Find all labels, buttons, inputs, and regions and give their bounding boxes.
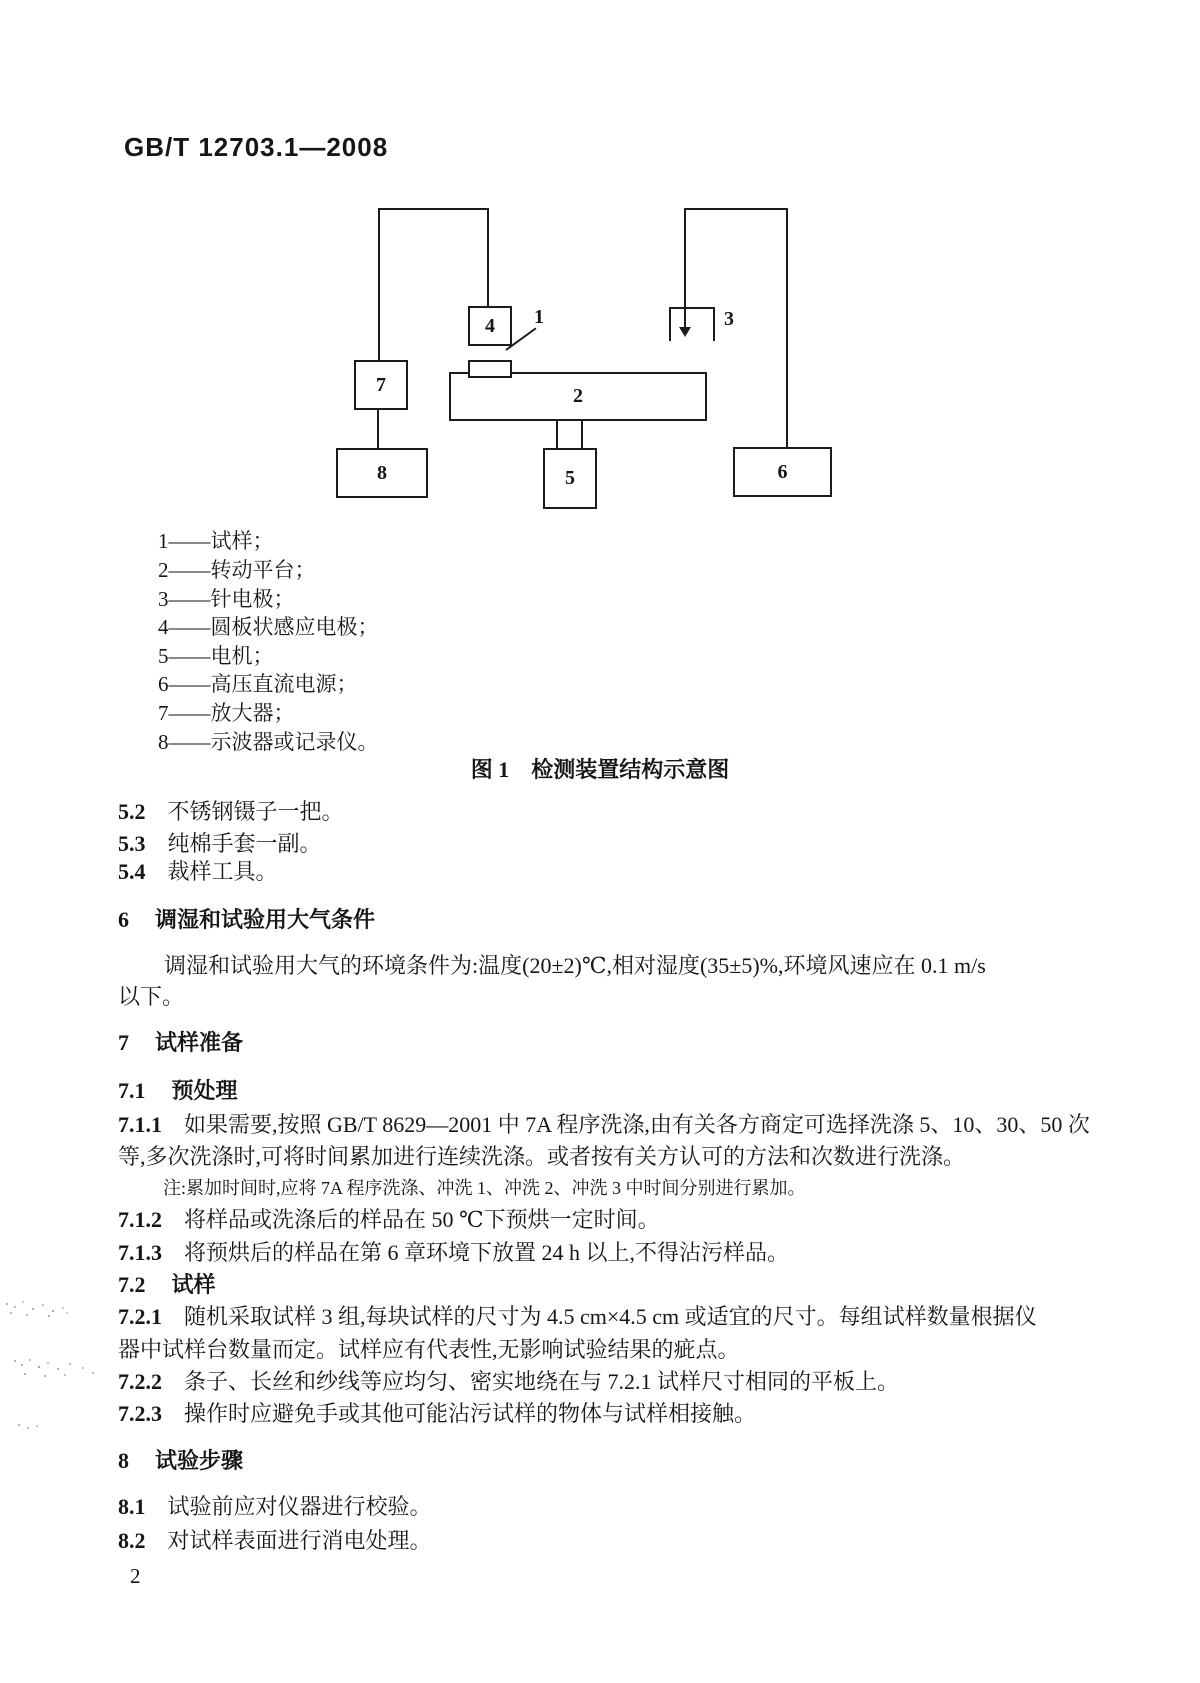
clause-7-2-2: [118, 1365, 899, 1396]
heading-8: [118, 1444, 243, 1475]
box-hv-dc-power-supply: [733, 447, 832, 497]
clause-text: 如果需要,按照 GB/T 8629—2001 中 7A 程序洗涤,由有关各方商定可选择洗涤 5、10、30、50 次: [184, 1112, 1090, 1137]
sample-rect: [468, 360, 512, 378]
para-6-line1: 调湿和试验用大气的环境条件为:温度(20±2)℃,相对湿度(35±5)%,环境风速应在 0.1 m/s: [164, 953, 986, 978]
box-plate-induction-electrode: [468, 306, 512, 346]
box-motor: [543, 448, 597, 509]
clause-number: 7.1.1: [118, 1112, 162, 1137]
clause-number: 7.1.2: [118, 1207, 162, 1232]
box-label: 8: [377, 461, 387, 484]
heading-number: 8: [118, 1448, 129, 1473]
clause-text: 不锈钢镊子一把。: [167, 799, 344, 824]
heading-text: 试样准备: [155, 1030, 244, 1055]
clause-number: 7.2.1: [118, 1304, 162, 1329]
standard-number: GB/T 12703.1—2008: [124, 132, 389, 162]
wire-amplifier-oscilloscope: [377, 404, 379, 450]
clause-number: 7.1.3: [118, 1240, 162, 1265]
needle-electrode-label: 3: [724, 308, 734, 330]
legend-item: 3——针电极；: [158, 587, 295, 611]
scan-artifact: [14, 1360, 16, 1362]
wire-top-left: [378, 208, 489, 210]
legend-item: 6——高压直流电源；: [158, 672, 358, 696]
heading-7-2: [118, 1268, 216, 1299]
box-label: 5: [565, 467, 575, 489]
clause-text: 纯棉手套一副。: [167, 831, 322, 856]
clause-text: 随机采取试样 3 组,每块试样的尺寸为 4.5 cm×4.5 cm 或适宜的尺寸。每组试样数量根据仪: [184, 1304, 1037, 1329]
legend-item: 7——放大器；: [158, 701, 295, 725]
clause-number: 8.1: [118, 1494, 146, 1519]
clause-7-1-3: [118, 1236, 789, 1267]
clause-number: 7.2.2: [118, 1369, 162, 1394]
needle-electrode-bracket: [669, 307, 715, 341]
clause-text: 条子、长丝和纱线等应均匀、密实地绕在与 7.2.1 试样尺寸相同的平板上。: [184, 1369, 900, 1394]
clause-number: 7.2.3: [118, 1401, 162, 1426]
wire-plate-drop: [487, 208, 489, 308]
clause-7-1-1-line2: 等,多次洗涤时,可将时间累加进行连续洗涤。或者按有关方认可的方法和次数进行洗涤。: [118, 1144, 966, 1169]
box-amplifier: [354, 360, 408, 410]
clause-text: 对试样表面进行消电处理。: [167, 1528, 432, 1553]
clause-7-2-1: [118, 1300, 1037, 1331]
box-label: 2: [573, 385, 583, 407]
scan-artifact: [18, 1424, 20, 1426]
clause-8-2: [118, 1524, 432, 1555]
sample-callout-label: 1: [534, 306, 544, 328]
clause-5-2: [118, 795, 344, 826]
heading-text: 调湿和试验用大气条件: [155, 907, 376, 932]
clause-5-4: [118, 855, 278, 886]
clause-number: 5.3: [118, 831, 146, 856]
wire-amplifier-up: [378, 208, 380, 362]
legend-item: 8——示波器或记录仪。: [158, 730, 379, 754]
clause-text: 将样品或洗涤后的样品在 50 ℃下预烘一定时间。: [184, 1207, 660, 1232]
wire-top-right: [684, 208, 788, 210]
clause-number: 8.2: [118, 1528, 146, 1553]
legend-item: 1——试样；: [158, 529, 274, 553]
clause-text: 裁样工具。: [167, 859, 278, 884]
clause-7-2-3: [118, 1397, 756, 1428]
heading-number: 6: [118, 907, 129, 932]
heading-text: 预处理: [171, 1078, 238, 1103]
clause-5-3: [118, 827, 322, 858]
legend-item: 5——电机；: [158, 644, 274, 668]
note-7-1-1: 注:累加时间时,应将 7A 程序洗涤、冲洗 1、冲洗 2、冲洗 3 中时间分别进行累加。: [163, 1178, 806, 1198]
heading-6: [118, 903, 375, 934]
clause-7-1-1: [118, 1108, 1090, 1139]
page-number: 2: [130, 1564, 141, 1588]
heading-7: [118, 1026, 243, 1057]
box-rotating-platform: [449, 372, 707, 421]
heading-7-1: [118, 1074, 238, 1105]
box-label: 4: [485, 314, 495, 337]
legend-item: 4——圆板状感应电极；: [158, 615, 379, 639]
heading-number: 7.2: [118, 1272, 146, 1297]
wire-power-drop: [786, 208, 788, 447]
clause-number: 5.2: [118, 799, 146, 824]
clause-text: 试验前应对仪器进行校验。: [167, 1494, 432, 1519]
box-oscilloscope-recorder: [336, 448, 428, 498]
heading-number: 7.1: [118, 1078, 146, 1103]
clause-text: 操作时应避免手或其他可能沾污试样的物体与试样相接触。: [184, 1401, 757, 1426]
para-6-line2: 以下。: [118, 984, 185, 1009]
box-label: 6: [777, 460, 788, 483]
clause-7-1-2: [118, 1203, 660, 1234]
figure-caption: 图 1 检测装置结构示意图: [470, 757, 730, 782]
box-label: 7: [376, 373, 386, 396]
clause-7-2-1-line2: 器中试样台数量而定。试样应有代表性,无影响试验结果的疵点。: [118, 1337, 740, 1362]
heading-number: 7: [118, 1030, 129, 1055]
clause-text: 将预烘后的样品在第 6 章环境下放置 24 h 以上,不得沾污样品。: [184, 1240, 790, 1265]
clause-8-1: [118, 1490, 432, 1521]
heading-text: 试样: [171, 1272, 216, 1297]
scan-artifact: [6, 1303, 8, 1305]
heading-text: 试验步骤: [155, 1448, 244, 1473]
clause-number: 5.4: [118, 859, 146, 884]
legend-item: 2——转动平台；: [158, 558, 316, 582]
